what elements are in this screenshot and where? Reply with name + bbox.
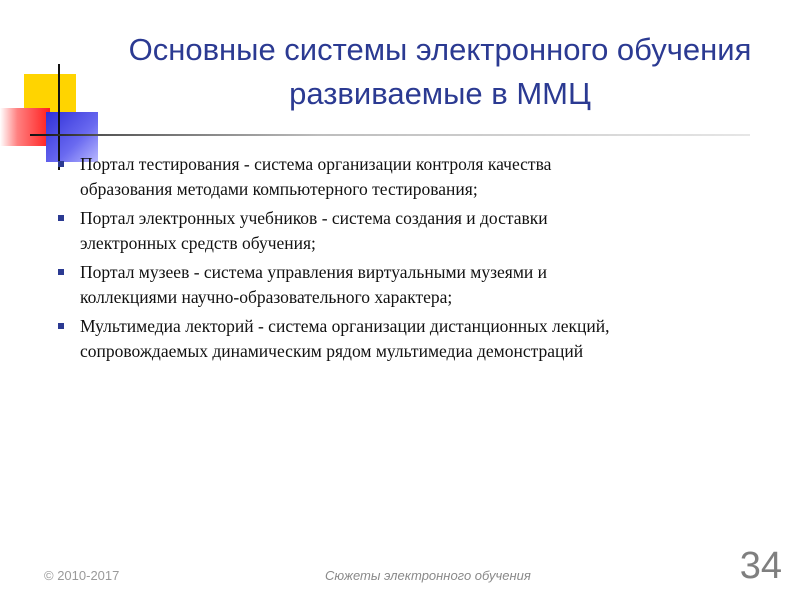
slide-title bbox=[100, 28, 780, 116]
list-item-line: сопровождаемых динамическим рядом мультимедиа демонстраций bbox=[80, 341, 584, 361]
title-line-1: Основные системы электронного обучения bbox=[128, 32, 752, 67]
list-item bbox=[58, 152, 758, 202]
title-line-2: развиваемые в ММЦ bbox=[289, 76, 591, 111]
list-item-line: Портал тестирования - система организации контроля качества bbox=[80, 154, 552, 174]
page-number: 34 bbox=[739, 545, 782, 587]
bullet-list bbox=[58, 152, 758, 368]
decorative-blocks bbox=[0, 0, 110, 175]
list-item-line: Портал электронных учебников - система создания и доставки bbox=[80, 208, 548, 228]
bullet-square-icon bbox=[58, 161, 64, 167]
list-item-line: электронных средств обучения; bbox=[80, 233, 316, 253]
bullet-square-icon bbox=[58, 269, 64, 275]
list-item-line: Портал музеев - система управления виртуальными музеями и bbox=[80, 262, 548, 282]
red-square bbox=[0, 108, 50, 146]
bullet-square-icon bbox=[58, 215, 64, 221]
bullet-square-icon bbox=[58, 323, 64, 329]
list-item-line: образования методами компьютерного тестирования; bbox=[80, 179, 478, 199]
copyright-text: © 2010-2017 bbox=[44, 568, 120, 583]
list-item-line: коллекциями научно-образовательного характера; bbox=[80, 287, 453, 307]
list-item bbox=[58, 206, 758, 256]
list-item-line: Мультимедиа лекторий - система организации дистанционных лекций, bbox=[80, 316, 610, 336]
footer-subtitle: Сюжеты электронного обучения bbox=[325, 568, 531, 583]
list-item bbox=[58, 314, 758, 364]
list-item bbox=[58, 260, 758, 310]
title-underline bbox=[30, 134, 750, 136]
